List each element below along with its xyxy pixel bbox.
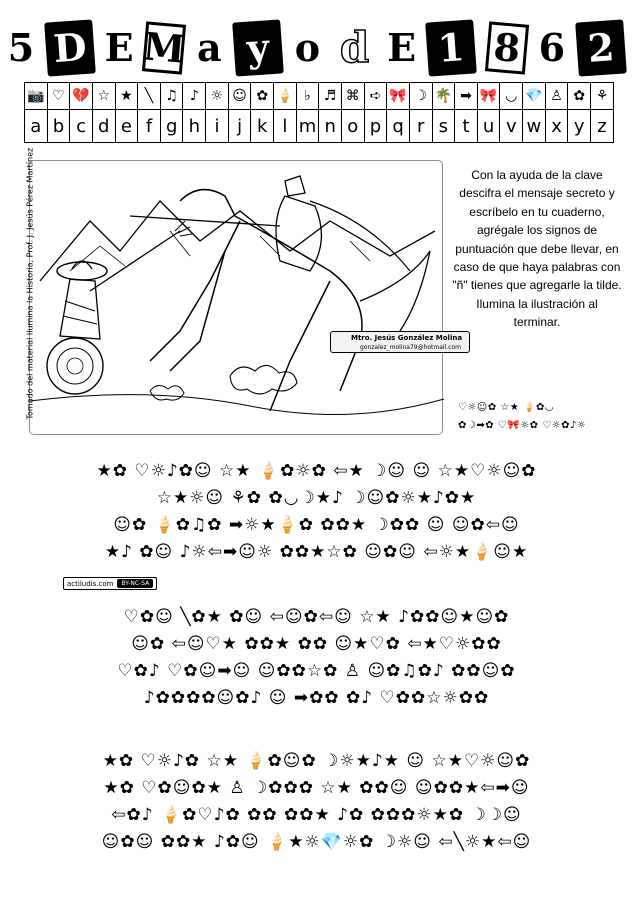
cipher-key-table — [24, 82, 614, 143]
cipher-paragraph-3 — [0, 748, 633, 856]
key-symbol-cell: ★ — [115, 83, 138, 110]
side-credit: Tomado del material Ilumina la Historia, Prof. J. Jesús Pérez Martínez — [25, 147, 35, 420]
key-letter-cell: b — [47, 110, 70, 143]
cipher-line: ♪✿✿✿✿☺✿♪ ☺ ➡✿✿ ✿♪ ♡✿✿☆☼✿✿ — [143, 688, 490, 708]
key-letter-cell: o — [341, 110, 364, 143]
cipher-paragraph-1 — [0, 458, 633, 566]
cipher-paragraph-2 — [0, 604, 633, 712]
key-letter-cell: u — [477, 110, 500, 143]
cipher-line: ☺✿ ⇦☺♡★ ✿✿★ ✿✿ ☺★♡✿ ⇦★♡☼✿✿ — [131, 634, 502, 654]
cipher-line: ♡✿♪ ♡✿☺➡☺ ☺✿✿☆✿ ♙ ☺✿♫✿♪ ✿✿☺✿ — [117, 661, 516, 681]
author-email: gonzalez_molina79@hotmail.com — [360, 344, 461, 351]
title-letter: D — [44, 19, 96, 76]
key-symbol-cell: ✿ — [568, 83, 591, 110]
cipher-line: ★✿ ♡✿☺✿★ ♙ ☽✿✿✿ ☆★ ✿✿☺ ☺✿✿★⇦➡☺ — [103, 778, 530, 798]
title-letter: d — [339, 23, 370, 72]
key-symbol-cell: 💎 — [523, 83, 546, 110]
key-symbol-cell: 🍦 — [274, 83, 297, 110]
key-letter-cell: p — [364, 110, 387, 143]
title-letter: 6 — [538, 25, 566, 70]
key-letter-cell: g — [160, 110, 183, 143]
key-letters-row — [25, 110, 614, 143]
cipher-line: ★✿ ♡☼♪✿☺ ☆★ 🍦✿☼✿ ⇦★ ☽☺ ☺ ☆★♡☼☺✿ — [96, 461, 537, 481]
key-letter-cell: v — [500, 110, 523, 143]
title-letter: E — [387, 25, 417, 70]
title-letter: 8 — [485, 21, 529, 74]
title-letter: M — [142, 21, 186, 74]
key-symbol-cell: ╲ — [138, 83, 161, 110]
key-letter-cell: c — [70, 110, 93, 143]
key-symbol-cell: ✿ — [251, 83, 274, 110]
key-letter-cell: l — [274, 110, 297, 143]
title-letter: a — [197, 25, 222, 70]
title-letter: 5 — [7, 25, 35, 70]
key-symbol-cell: 📷 — [25, 83, 48, 110]
key-letter-cell: e — [115, 110, 138, 143]
key-letter-cell: t — [455, 110, 478, 143]
key-letter-cell: a — [25, 110, 48, 143]
key-symbol-cell: 🌴 — [432, 83, 455, 110]
key-letter-cell: r — [409, 110, 432, 143]
key-letter-cell: d — [92, 110, 115, 143]
cipher-line: ⇦✿♪ 🍦✿♡♪✿ ✿✿ ✿✿★ ♪✿ ✿✿✿☼★✿ ☽☽☺ — [111, 805, 522, 825]
key-symbol-cell: ◡ — [500, 83, 523, 110]
cipher-line: ★♪ ✿☺ ♪☼⇦➡☺☼ ✿✿★☆✿ ☺✿☺ ⇦☼★🍦☺★ — [104, 542, 529, 562]
site-label: actiludis.com — [67, 579, 114, 588]
cipher-line: ☺✿☺ ✿✿★ ♪✿☺ 🍦★☼💎☼✿ ☽☼☺ ⇦╲☼★⇦☺ — [101, 832, 532, 852]
illustration-frame — [29, 160, 463, 588]
license-badge: BY-NC-SA — [117, 579, 153, 588]
key-symbol-cell: ♬ — [319, 83, 342, 110]
key-letter-cell: m — [296, 110, 319, 143]
key-letter-cell: x — [545, 110, 568, 143]
key-symbol-cell: ➡ — [455, 83, 478, 110]
key-symbol-cell: ☼ — [206, 83, 229, 110]
site-badge — [63, 577, 157, 590]
cipher-line: ★✿ ♡☼♪✿ ☆★ 🍦✿☺✿ ☽☼★♪★ ☺ ☆★♡☼☺✿ — [102, 751, 531, 771]
title-letter: 2 — [575, 19, 627, 76]
key-symbol-cell: ➪ — [364, 83, 387, 110]
worksheet-title — [8, 18, 625, 78]
key-symbol-cell: ☽ — [409, 83, 432, 110]
key-letter-cell: k — [251, 110, 274, 143]
author-label: Mtro. Jesús González Molina — [330, 331, 470, 353]
cipher-line: ☆★☼☺ ⚘✿ ✿◡☽★♪ ☽☺✿☼★♪✿★ — [156, 488, 477, 508]
key-symbol-cell: ⚘ — [591, 83, 614, 110]
small-cipher-line: ♡☼☺✿ ☆★ 🍦✿◡ — [458, 402, 555, 413]
key-symbol-cell: ♭ — [296, 83, 319, 110]
title-letter: E — [104, 25, 134, 70]
title-letter: y — [233, 19, 285, 76]
key-symbol-cell: ♡ — [47, 83, 70, 110]
key-symbol-cell: 🎀 — [387, 83, 410, 110]
battle-illustration — [30, 161, 444, 436]
key-letter-cell: w — [523, 110, 546, 143]
key-letter-cell: z — [591, 110, 614, 143]
key-symbols-row — [25, 83, 614, 110]
key-letter-cell: s — [432, 110, 455, 143]
cipher-line: ☺✿ 🍦✿♫✿ ➡☼★🍦✿ ✿✿★ ☽✿✿ ☺ ☺✿⇦☺ — [113, 515, 520, 535]
key-symbol-cell: ♪ — [183, 83, 206, 110]
key-letter-cell: n — [319, 110, 342, 143]
key-symbol-cell: ⌘ — [341, 83, 364, 110]
key-symbol-cell: ☆ — [92, 83, 115, 110]
key-letter-cell: h — [183, 110, 206, 143]
key-symbol-cell: 💔 — [70, 83, 93, 110]
key-letter-cell: j — [228, 110, 251, 143]
title-letter: o — [294, 25, 321, 70]
instructions-text: Con la ayuda de la clave descifra el mensaje secreto y escríbelo en tu cuaderno, agrégale los signos de puntuación que debe llevar, en caso de que haya palabras con "ñ" tienes que agregarle la tilde. Ilumina la ilustración al terminar. — [452, 168, 622, 330]
cipher-line: ♡✿☺ ╲✿★ ✿☺ ⇦☺✿⇦☺ ☆★ ♪✿✿☺★☺✿ — [123, 607, 510, 627]
key-letter-cell: i — [206, 110, 229, 143]
title-letter: 1 — [425, 19, 477, 76]
key-symbol-cell: ♫ — [160, 83, 183, 110]
key-letter-cell: q — [387, 110, 410, 143]
small-cipher-line: ✿☽➡✿ ♡🎀☼✿ ♡☼✿♪☼ — [458, 420, 587, 431]
key-symbol-cell: ♙ — [545, 83, 568, 110]
key-letter-cell: f — [138, 110, 161, 143]
key-letter-cell: y — [568, 110, 591, 143]
key-symbol-cell: ☺ — [228, 83, 251, 110]
key-symbol-cell: 🎀 — [477, 83, 500, 110]
